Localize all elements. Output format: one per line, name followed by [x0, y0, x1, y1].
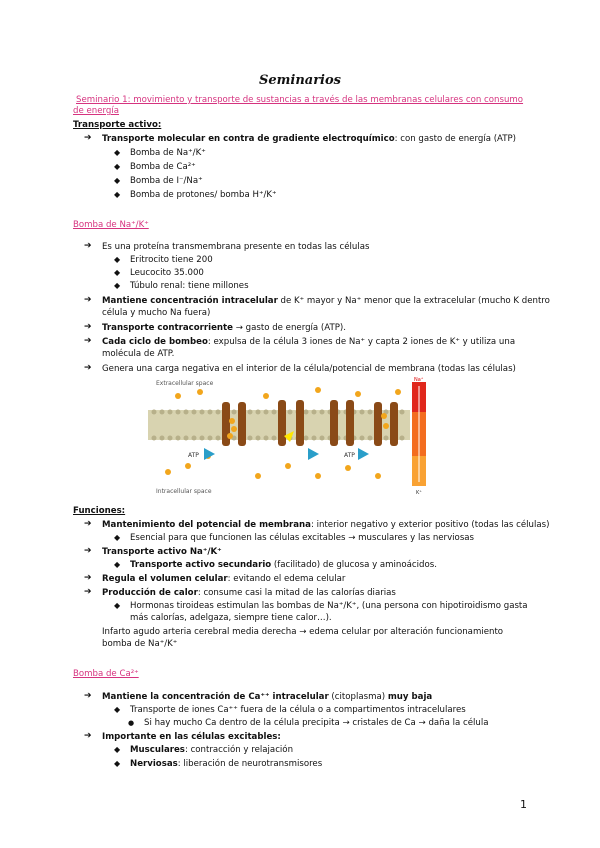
arrow-bullet-icon: ➔ — [84, 691, 92, 701]
function-2: Transporte activo Na⁺/K⁺ — [102, 547, 222, 557]
ca-point-2: Importante en las células excitables: — [102, 732, 281, 742]
page-number: 1 — [520, 798, 527, 811]
list-item: Túbulo renal: tiene millones — [130, 281, 249, 291]
nak-point-1: Es una proteína transmembrana presente en todas las células — [102, 242, 370, 252]
diamond-bullet-icon: ◆ — [114, 268, 121, 277]
function-1-sub: Esencial para que funcionen las células excitables → musculares y las nerviosas — [130, 533, 475, 543]
nak-point-4-cont: molécula de ATP. — [102, 349, 175, 359]
k-label: K⁺ — [416, 490, 422, 496]
diamond-bullet-icon: ◆ — [114, 162, 121, 171]
diamond-bullet-icon: ◆ — [114, 560, 121, 569]
active-transport-main: Transporte molecular en contra de gradiente electroquímico: con gasto de energía (ATP) — [102, 134, 517, 144]
nak-point-4: Cada ciclo de bombeo: expulsa de la célula 3 iones de Na⁺ y capta 2 iones de K⁺ y utiliza una — [102, 337, 516, 347]
list-item: Eritrocito tiene 200 — [130, 255, 213, 265]
page-title: Seminarios — [258, 73, 341, 88]
ca-point-1-sub: Transporte de iones Ca⁺⁺ fuera de la célula o a compartimentos intracelulares — [130, 705, 466, 715]
arrow-bullet-icon: ➔ — [84, 363, 92, 373]
list-item: Bomba de protones/ bomba H⁺/K⁺ — [130, 190, 277, 200]
function-4-sub-line1: Hormonas tiroideas estimulan las bombas de Na⁺/K⁺, (una persona con hipotiroidismo gasta — [130, 601, 528, 611]
diamond-bullet-icon: ◆ — [114, 148, 121, 157]
arrow-bullet-icon: ➔ — [84, 336, 92, 346]
functions-label: Funciones: — [73, 506, 126, 516]
ca-point-1-subsub: Si hay mucho Ca dentro de la célula precipita → cristales de Ca → daña la célula — [144, 718, 489, 728]
function-1: Mantenimiento del potencial de membrana: interior negativo y exterior positivo (todas las células) — [102, 520, 550, 530]
list-item: Bomba de Na⁺/K⁺ — [130, 148, 206, 158]
diamond-bullet-icon: ◆ — [114, 705, 121, 714]
ca-point-2-muscle: Musculares: contracción y relajación — [130, 745, 294, 755]
nak-point-3: Transporte contracorriente → gasto de energía (ATP). — [102, 323, 347, 333]
diamond-bullet-icon: ◆ — [114, 601, 121, 610]
list-item: Leucocito 35.000 — [130, 268, 204, 278]
list-item: Bomba de Ca²⁺ — [130, 162, 196, 172]
na-label: Na⁺ — [414, 377, 424, 383]
seminar-heading-line2: de energía — [73, 106, 119, 116]
arrow-bullet-icon: ➔ — [84, 546, 92, 556]
clinical-note-line1: Infarto agudo arteria cerebral media derecha → edema celular por alteración funcionamiento — [102, 627, 504, 637]
section-heading-nak: Bomba de Na⁺/K⁺ — [73, 220, 149, 230]
nak-point-5: Genera una carga negativa en el interior de la célula/potencial de membrana (todas las células) — [102, 364, 516, 374]
diamond-bullet-icon: ◆ — [114, 759, 121, 768]
function-4-sub-line2: más calorías, adelgaza, siempre tiene calor…). — [130, 613, 332, 623]
extracellular-label: Extracellular space — [156, 380, 214, 387]
diamond-bullet-icon: ◆ — [114, 745, 121, 754]
atp-label: ATP — [188, 452, 199, 459]
clinical-note-line2: bomba de Na⁺/K⁺ — [102, 639, 178, 649]
arrow-bullet-icon: ➔ — [84, 133, 92, 143]
diamond-bullet-icon: ◆ — [114, 176, 121, 185]
arrow-bullet-icon: ➔ — [84, 322, 92, 332]
ca-point-1: Mantiene la concentración de Ca⁺⁺ intracelular (citoplasma) muy baja — [102, 692, 433, 702]
arrow-bullet-icon: ➔ — [84, 573, 92, 583]
section-heading-ca: Bomba de Ca²⁺ — [73, 669, 139, 679]
diamond-bullet-icon: ◆ — [114, 255, 121, 264]
function-3: Regula el volumen celular: evitando el edema celular — [102, 574, 346, 584]
active-transport-label: Transporte activo: — [73, 120, 162, 130]
list-item: Bomba de I⁻/Na⁺ — [130, 176, 203, 186]
arrow-bullet-icon: ➔ — [84, 241, 92, 251]
dot-bullet-icon: ● — [128, 719, 135, 727]
arrow-bullet-icon: ➔ — [84, 587, 92, 597]
function-4: Producción de calor: consume casi la mitad de las calorías diarias — [102, 588, 396, 598]
arrow-bullet-icon: ➔ — [84, 519, 92, 529]
atp-label: ATP — [344, 452, 355, 459]
sodium-potassium-pump-figure — [148, 376, 434, 496]
arrow-bullet-icon: ➔ — [84, 731, 92, 741]
ca-point-2-nerve: Nerviosas: liberación de neurotransmisores — [130, 759, 323, 769]
function-2-sub: Transporte activo secundario (facilitado) de glucosa y aminoácidos. — [130, 560, 437, 570]
diamond-bullet-icon: ◆ — [114, 533, 121, 542]
nak-point-2-cont: célula y mucho Na fuera) — [102, 308, 211, 318]
seminar-heading-line1: Seminario 1: movimiento y transporte de sustancias a través de las membranas celulares con consumo — [76, 95, 524, 105]
intracellular-label: Intracellular space — [156, 488, 212, 495]
diamond-bullet-icon: ◆ — [114, 190, 121, 199]
diamond-bullet-icon: ◆ — [114, 281, 121, 290]
nak-point-2: Mantiene concentración intracelular de K⁺ mayor y Na⁺ menor que la extracelular (mucho K dentro — [102, 296, 550, 306]
arrow-bullet-icon: ➔ — [84, 295, 92, 305]
